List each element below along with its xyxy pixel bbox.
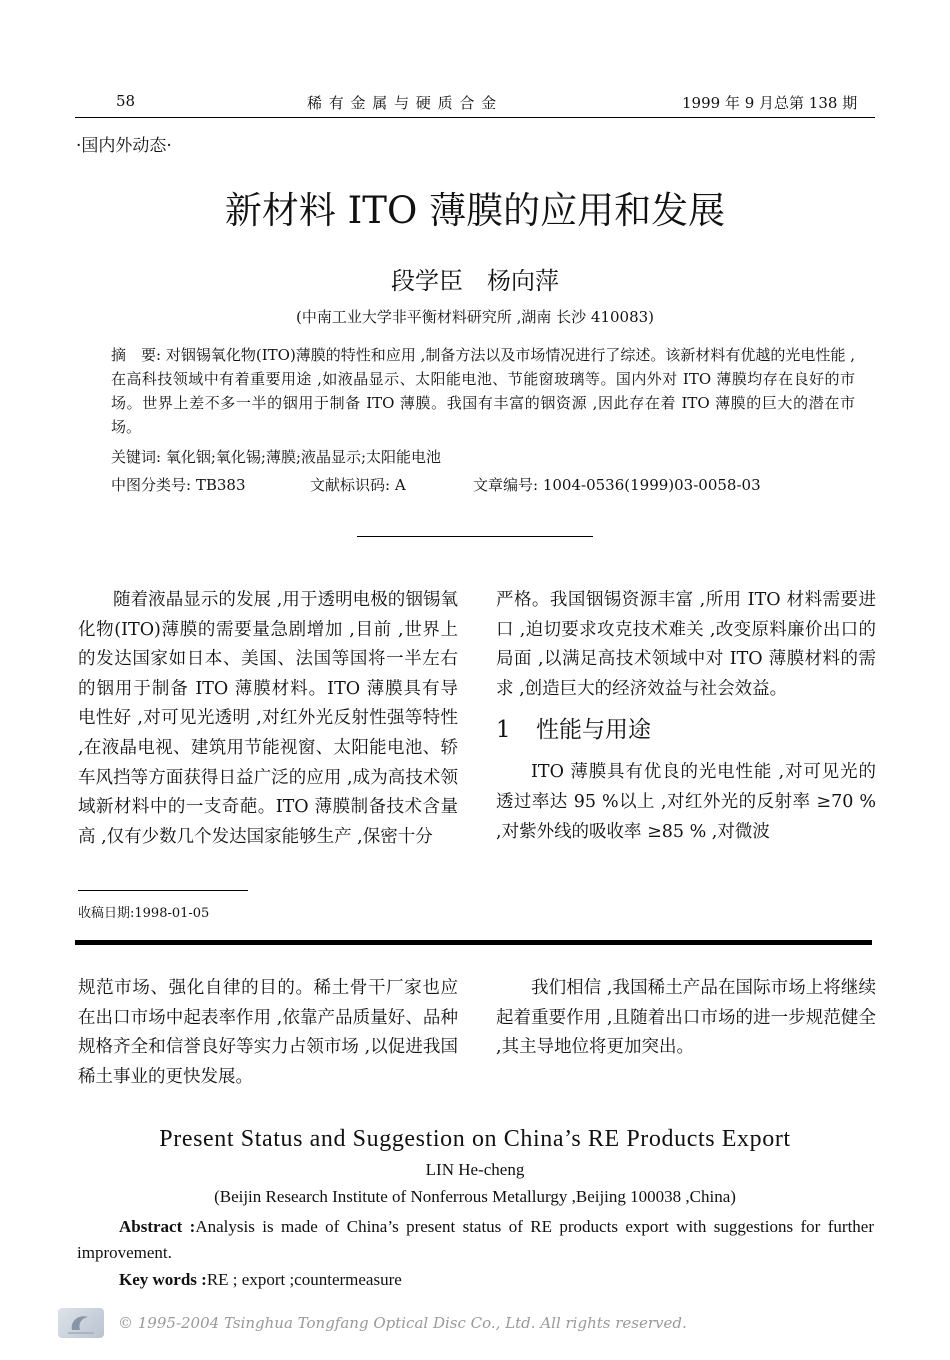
article-no-value: 1004-0536(1999)03-0058-03 xyxy=(542,476,761,494)
section-heading xyxy=(496,710,876,750)
body-paragraph: 规范市场、强化自律的目的。稀土骨干厂家也应在出口市场中起表率作用 ,依靠产品质量好、品种规格齐全和信誉良好等实力占领市场 ,以促进我国稀土事业的更快发展。 xyxy=(78,978,458,1087)
footnote-rule xyxy=(78,890,248,891)
english-author: LIN He-cheng xyxy=(425,1160,525,1179)
header-rule xyxy=(75,117,875,118)
english-title: Present Status and Suggestion on China’s RE Products Export xyxy=(159,1126,791,1152)
clc-number xyxy=(111,474,246,495)
abstract xyxy=(111,343,855,439)
article-title: 新材料 ITO 薄膜的应用和发展 xyxy=(224,189,726,232)
doc-code-value: A xyxy=(394,476,406,494)
english-keywords-text: RE ; export ;countermeasure xyxy=(206,1270,402,1289)
document-code xyxy=(310,474,406,495)
body-paragraph: 严格。我国铟锡资源丰富 ,所用 ITO 材料需要进口 ,迫切要求攻克技术难关 ,改变原料廉价出口的局面 ,以满足高技术领域中对 ITO 薄膜材料的需求 ,创造巨大的经济效益与社会效益。 xyxy=(496,590,876,699)
abstract-divider xyxy=(357,536,593,537)
body-paragraph: ITO 薄膜具有优良的光电性能 ,对可见光的透过率达 95 %以上 ,对红外光的反射率 ≥70 % ,对紫外线的吸收率 ≥85 % ,对微波 xyxy=(496,762,876,842)
body-left-column xyxy=(78,586,458,852)
body-paragraph: 随着液晶显示的发展 ,用于透明电极的铟锡氧化物(ITO)薄膜的需要量急剧增加 ,目前 ,世界上的发达国家如日本、美国、法国等国将一半左右的铟用于制备 ITO 薄膜材料。ITO 薄膜具有导电性好 ,对可见光透明 ,对红外光反射性强等特性 ,在液晶电视、建筑用节能视窗、太阳能电池、轿车风挡等方面获得日益广泛的应用 ,成为高技术领域新材料中的一支奇葩。ITO 薄膜制备技术含量高 ,仅有少数几个发达国家能够生产 ,保密十分 xyxy=(78,590,458,847)
english-keywords-label: Key words : xyxy=(119,1270,207,1289)
keywords-label: 关键词: xyxy=(111,448,162,466)
authors: 段学臣 杨向萍 xyxy=(391,267,559,295)
received-date: 收稿日期:1998-01-05 xyxy=(78,906,210,921)
body-right-column xyxy=(496,586,876,847)
keywords xyxy=(111,446,441,467)
keywords-text: 氧化铟;氧化锡;薄膜;液晶显示;太阳能电池 xyxy=(165,448,442,466)
prev-right-column xyxy=(496,974,876,1063)
abstract-text: 对铟锡氧化物(ITO)薄膜的特性和应用 ,制备方法以及市场情况进行了综述。该新材料有优越的光电性能 ,在高科技领域中有着重要用途 ,如液晶显示、太阳能电池、节能窗玻璃等。国内外对 ITO 薄膜均存在良好的市场。世界上差不多一半的铟用于制备 ITO 薄膜。我国有丰富的铟资源 ,因此存在着 ITO 薄膜的巨大的潜在市场。 xyxy=(111,346,855,436)
english-keywords xyxy=(119,1270,402,1290)
english-abstract-text: Analysis is made of China’s present status of RE products export with suggestions for further improvement. xyxy=(77,1217,874,1262)
english-abstract xyxy=(77,1214,874,1266)
affiliation: (中南工业大学非平衡材料研究所 ,湖南 长沙 410083) xyxy=(295,308,655,326)
clc-value: TB383 xyxy=(195,476,246,494)
copyright-footer: © 1995-2004 Tsinghua Tongfang Optical Disc Co., Ltd. All rights reserved. xyxy=(118,1314,687,1332)
english-abstract-label: Abstract : xyxy=(119,1217,196,1236)
english-affiliation: (Beijin Research Institute of Nonferrous Metallurgy ,Beijing 100038 ,China) xyxy=(214,1187,736,1206)
publisher-logo-icon xyxy=(58,1308,104,1338)
clc-label: 中图分类号: xyxy=(111,476,192,494)
journal-name: 稀 有 金 属 与 硬 质 合 金 xyxy=(307,94,498,112)
page-number: 58 xyxy=(116,92,136,110)
issue-info: 1999 年 9 月总第 138 期 xyxy=(682,94,858,112)
section-tag: ·国内外动态· xyxy=(76,136,172,156)
body-paragraph: 我们相信 ,我国稀土产品在国际市场上将继续起着重要作用 ,且随着出口市场的进一步规范健全 ,其主导地位将更加突出。 xyxy=(496,978,876,1058)
section-number: 1 xyxy=(496,717,511,744)
article-no-label: 文章编号: xyxy=(473,476,539,494)
section-title: 性能与用途 xyxy=(536,717,651,744)
prev-left-column xyxy=(78,974,458,1092)
doc-code-label: 文献标识码: xyxy=(310,476,391,494)
abstract-label: 摘 要: xyxy=(111,346,162,364)
article-number xyxy=(473,474,761,495)
thick-divider xyxy=(75,940,872,945)
